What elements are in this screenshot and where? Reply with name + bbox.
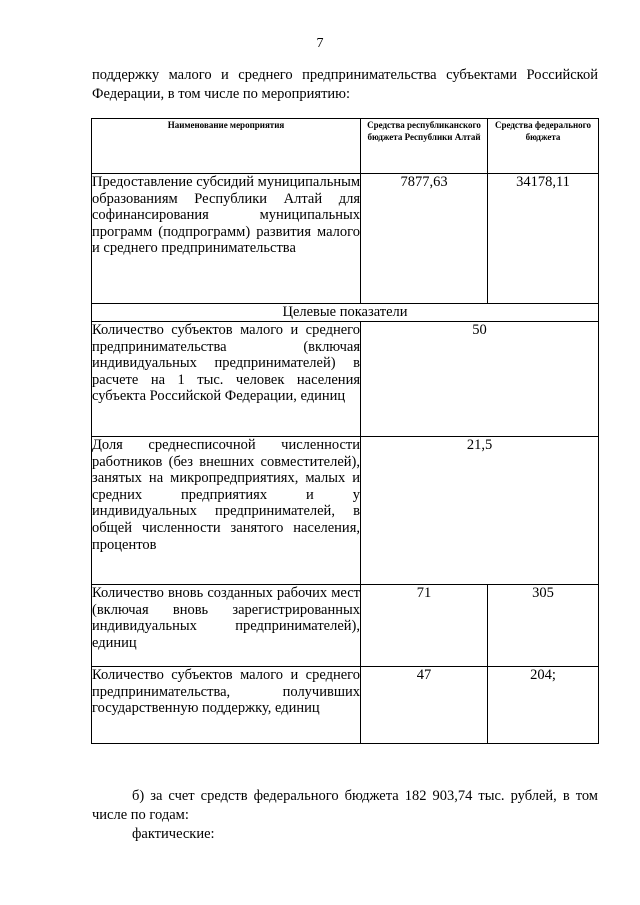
indicator-republic-value: 71 <box>361 585 488 667</box>
activity-republic-value: 7877,63 <box>361 174 488 304</box>
indicator-republic-value: 47 <box>361 667 488 744</box>
funding-table <box>91 118 599 744</box>
section-title: Целевые показатели <box>92 304 599 322</box>
indicator-name: Количество вновь созданных рабочих мест (включая вновь зарегистрированных индивидуальных предпринимателей), единиц <box>92 585 361 667</box>
table-row-section <box>92 304 599 322</box>
page-number: 7 <box>316 36 324 51</box>
table-row-indicator <box>92 585 599 667</box>
table-row-indicator <box>92 322 599 437</box>
header-republic-budget: Средства республиканского бюджета Республики Алтай <box>361 119 488 174</box>
activity-federal-value: 34178,11 <box>488 174 599 304</box>
indicator-name: Количество субъектов малого и среднего предпринимательства, получивших государственную поддержку, единиц <box>92 667 361 744</box>
activity-name: Предоставление субсидий муниципальным образованиям Республики Алтай для софинансирования муниципальных программ (подпрограмм) развития малого и среднего предпринимательства <box>92 174 361 304</box>
indicator-federal-value: 204; <box>488 667 599 744</box>
table-header-row <box>92 119 599 174</box>
indicator-name: Количество субъектов малого и среднего предпринимательства (включая индивидуальных предпринимателей) в расчете на 1 тыс. человек населения субъекта Российской Федерации, единиц <box>92 322 361 437</box>
indicator-value: 21,5 <box>361 437 599 585</box>
actual-label: фактические: <box>132 826 215 842</box>
following-paragraph <box>92 787 598 844</box>
header-federal-budget: Средства федерального бюджета <box>488 119 599 174</box>
table-row-indicator <box>92 667 599 744</box>
indicator-name: Доля среднесписочной численности работников (без внешних совместителей), занятых на микропредприятиях, малых и средних предприятиях и у индивидуальных предпринимателей, в общей численности занятого населения, процентов <box>92 437 361 585</box>
header-activity-name: Наименование мероприятия <box>92 119 361 174</box>
indicator-federal-value: 305 <box>488 585 599 667</box>
table-row-indicator <box>92 437 599 585</box>
indicator-value: 50 <box>361 322 599 437</box>
federal-budget-line: б) за счет средств федерального бюджета 182 903,74 тыс. рублей, в том числе по годам: <box>92 788 598 823</box>
table-row-activity <box>92 174 599 304</box>
intro-paragraph: поддержку малого и среднего предпринимательства субъектами Российской Федерации, в том числе по мероприятию: <box>92 67 598 102</box>
